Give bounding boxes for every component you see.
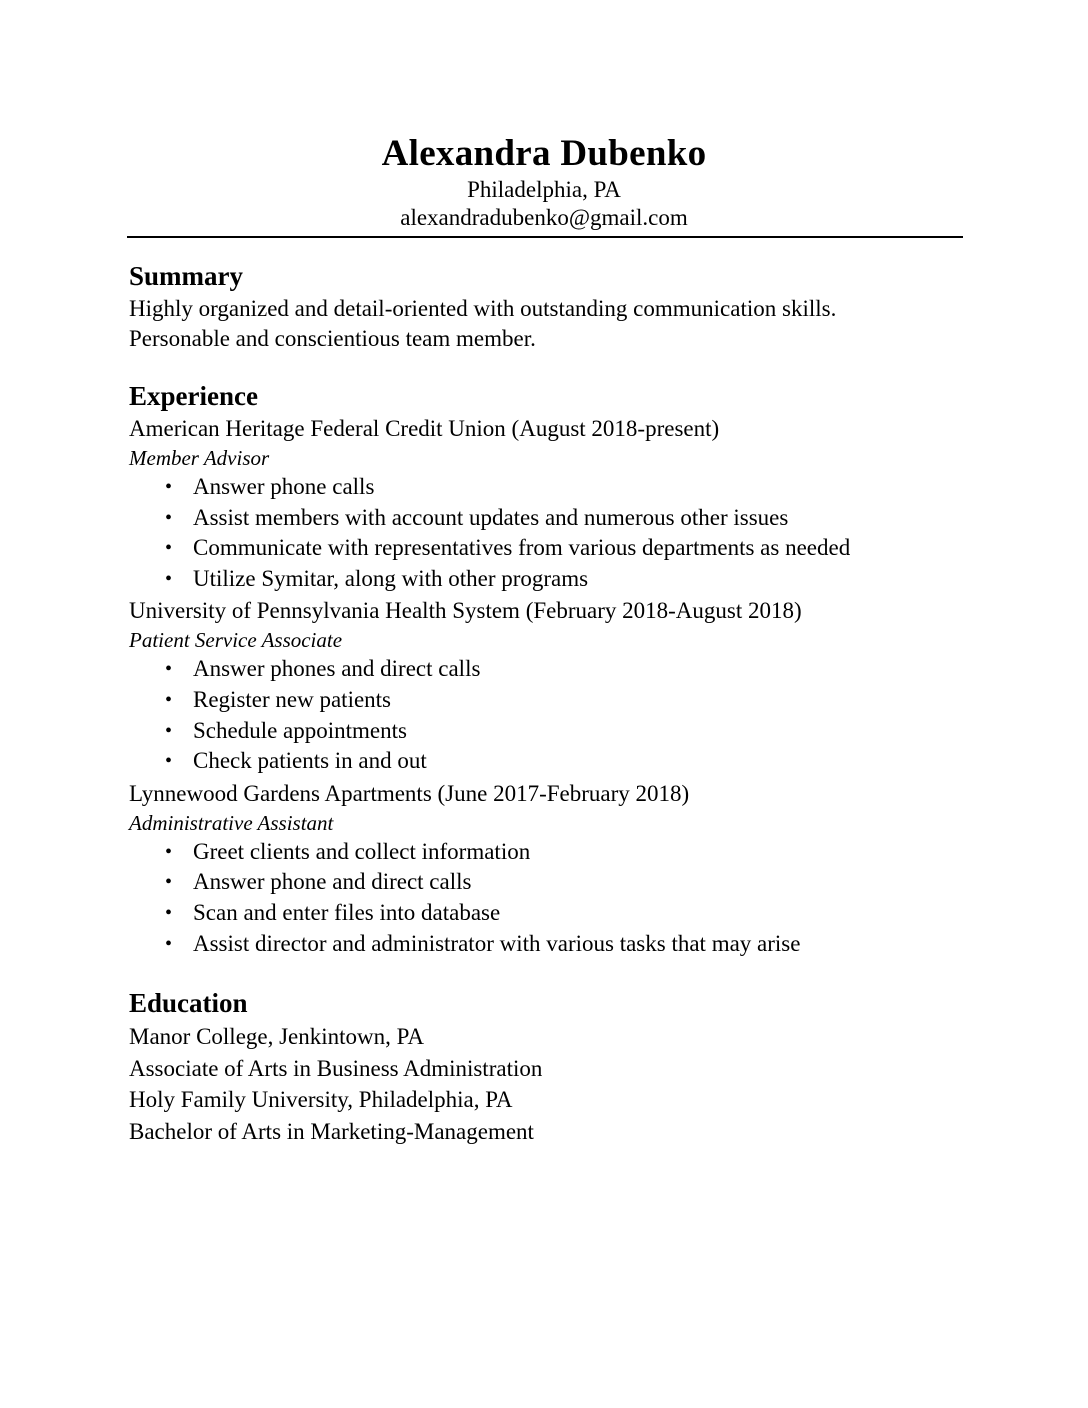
duty-item (129, 685, 969, 716)
duty-item (129, 472, 969, 503)
summary-heading: Summary (129, 261, 243, 291)
job-role: Patient Service Associate (129, 628, 343, 653)
bullet-icon: • (165, 750, 173, 773)
experience-section (129, 378, 969, 959)
duty-item (129, 564, 969, 595)
job-employer: Lynnewood Gardens Apartments (June 2017-February 2018) (129, 780, 690, 806)
education-degree: Bachelor of Arts in Marketing-Management (129, 1118, 534, 1144)
summary-section (129, 258, 969, 354)
job-duties (129, 654, 969, 776)
duty-text: Check patients in and out (193, 748, 427, 774)
duty-text: Assist director and administrator with various tasks that may arise (193, 930, 801, 956)
experience-heading: Experience (129, 381, 258, 411)
duty-item (129, 837, 969, 868)
duty-text: Greet clients and collect information (193, 838, 531, 864)
bullet-icon: • (165, 688, 173, 711)
candidate-name: Alexandra Dubenko (381, 133, 707, 174)
bullet-icon: • (165, 567, 173, 590)
duty-text: Answer phones and direct calls (193, 656, 481, 682)
duty-text: Register new patients (193, 686, 392, 712)
bullet-icon: • (165, 658, 173, 681)
job-role: Member Advisor (129, 446, 270, 470)
bullet-icon: • (165, 932, 173, 955)
job-entry (129, 596, 969, 776)
job-duties (129, 472, 969, 594)
education-school: Holy Family University, Philadelphia, PA (129, 1087, 513, 1113)
duty-item (129, 867, 969, 898)
duty-text: Assist members with account updates and numerous other issues (193, 504, 789, 530)
bullet-icon: • (165, 476, 173, 498)
summary-line: Personable and conscientious team member. (129, 326, 536, 351)
candidate-email: alexandradubenko@gmail.com (400, 205, 688, 230)
job-entry (129, 414, 969, 594)
bullet-icon: • (165, 871, 173, 894)
job-entry (129, 779, 969, 959)
duty-item (129, 898, 969, 929)
header-divider (127, 236, 963, 238)
resume-header (0, 132, 1088, 232)
duty-item (129, 654, 969, 685)
job-role: Administrative Assistant (129, 810, 334, 835)
duty-text: Schedule appointments (193, 717, 407, 743)
duty-item (129, 716, 969, 747)
duty-item (129, 503, 969, 534)
bullet-icon: • (165, 537, 173, 560)
duty-item (129, 746, 969, 777)
job-employer: American Heritage Federal Credit Union (August 2018-present) (129, 416, 720, 441)
duty-text: Utilize Symitar, along with other programs (193, 565, 589, 591)
education-school: Manor College, Jenkintown, PA (129, 1024, 424, 1050)
candidate-location: Philadelphia, PA (467, 177, 621, 202)
duty-text: Answer phone calls (193, 474, 375, 499)
job-employer: University of Pennsylvania Health System (February 2018-August 2018) (129, 598, 802, 624)
education-section (129, 985, 969, 1147)
duty-item (129, 533, 969, 564)
duty-text: Communicate with representatives from various departments as needed (193, 535, 851, 561)
resume-body (129, 258, 969, 1147)
bullet-icon: • (165, 506, 173, 529)
bullet-icon: • (165, 901, 173, 924)
summary-line: Highly organized and detail-oriented with outstanding communication skills. (129, 296, 837, 321)
education-degree: Associate of Arts in Business Administration (129, 1055, 543, 1081)
bullet-icon: • (165, 840, 173, 863)
duty-item (129, 929, 969, 960)
duty-text: Answer phone and direct calls (193, 869, 472, 895)
education-heading: Education (129, 988, 248, 1019)
bullet-icon: • (165, 719, 173, 742)
duty-text: Scan and enter files into database (193, 899, 501, 925)
job-duties (129, 837, 969, 959)
